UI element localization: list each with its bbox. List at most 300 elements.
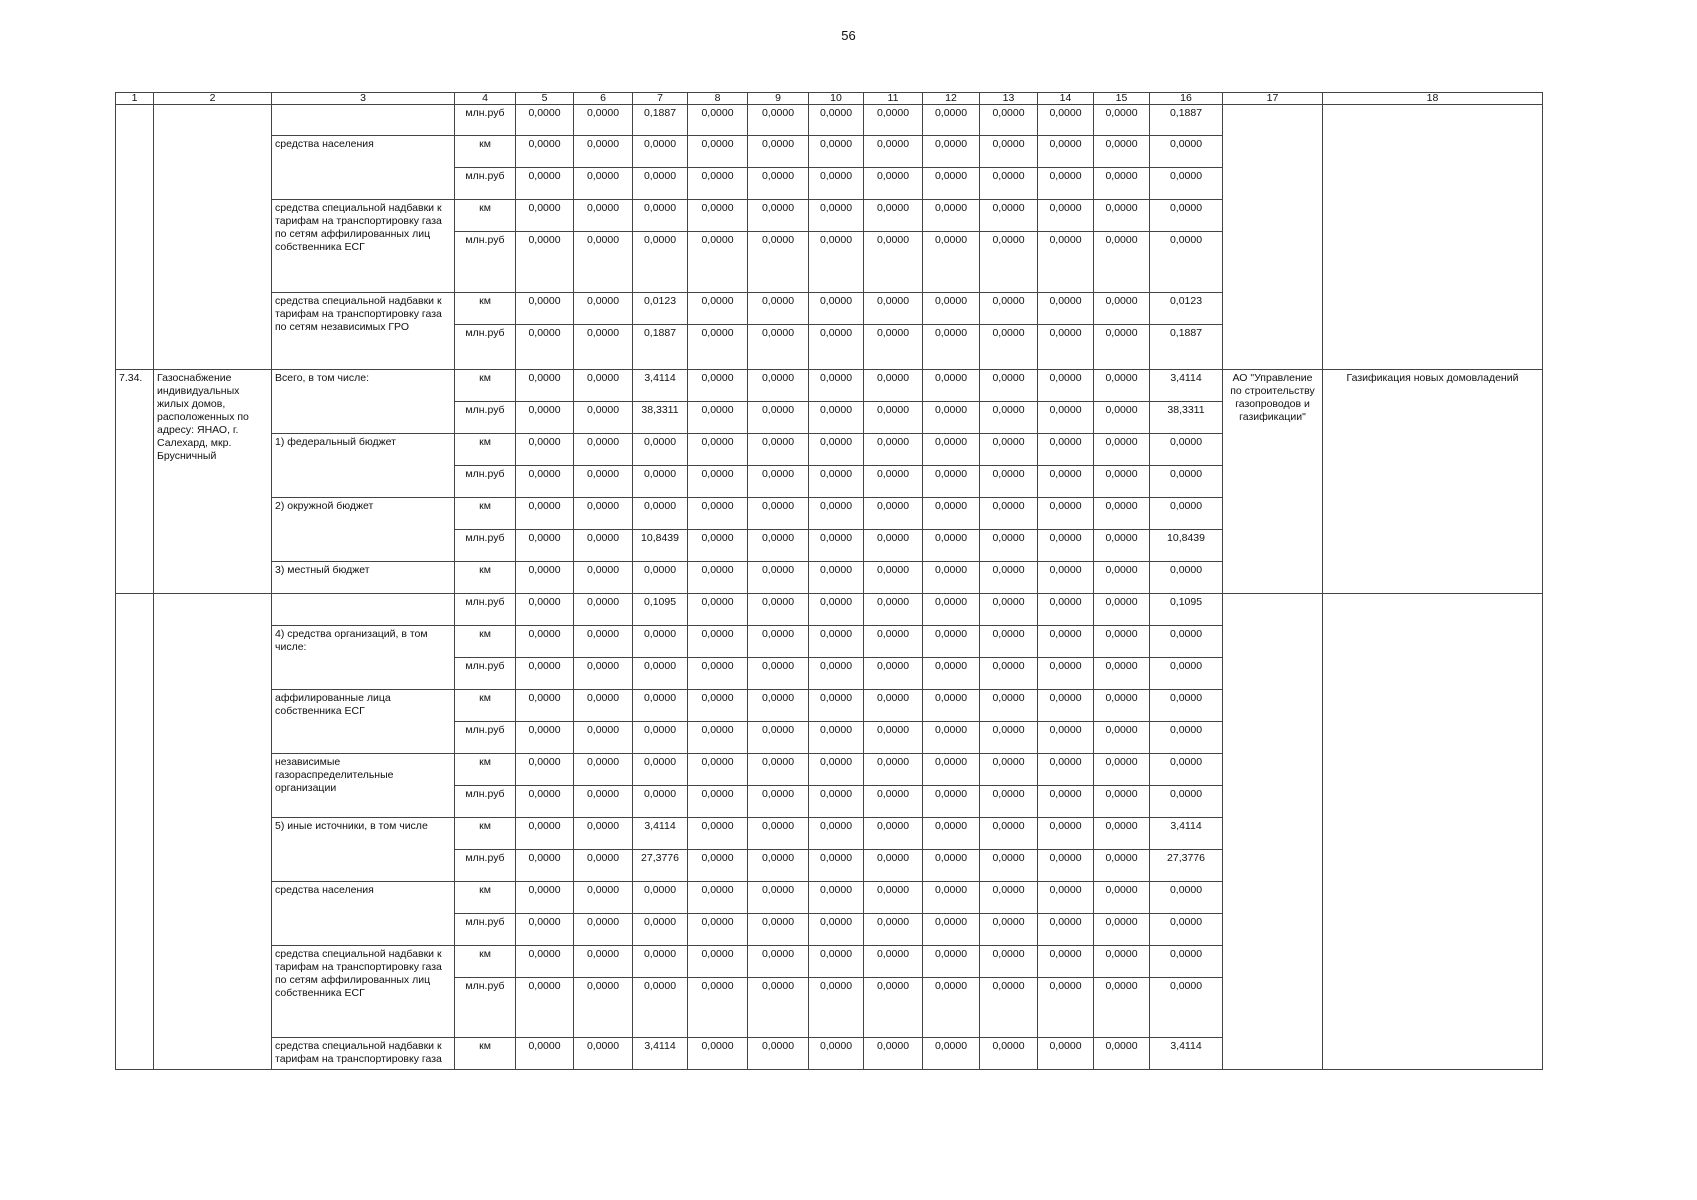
value-cell: 0,0000: [516, 594, 574, 626]
value-cell: 0,0000: [1094, 105, 1150, 136]
value-cell: 0,0000: [688, 594, 748, 626]
funding-source-cell: аффилированные лица собственника ЕСГ: [272, 690, 455, 754]
value-cell: 0,0000: [688, 200, 748, 232]
value-cell: 0,0000: [516, 658, 574, 690]
table-row: [116, 594, 1543, 626]
value-cell: 0,0000: [516, 882, 574, 914]
unit-cell: млн.руб: [455, 105, 516, 136]
value-cell: 0,0000: [633, 690, 688, 722]
value-cell: 0,0000: [574, 200, 633, 232]
value-cell: 0,0000: [688, 498, 748, 530]
value-cell: 0,0000: [688, 946, 748, 978]
item-number-cell: [116, 594, 154, 1070]
value-cell: 0,0000: [516, 200, 574, 232]
header-cell: 14: [1038, 93, 1094, 105]
value-cell: 0,0000: [864, 946, 923, 978]
funding-source-cell: средства специальной надбавки к тарифам на транспортировку газа: [272, 1038, 455, 1070]
value-cell: 0,0000: [809, 325, 864, 370]
object-name-cell: Газоснабжение индивидуальных жилых домов, расположенных по адресу: ЯНАО, г. Салехард, мкр. Брусничный: [154, 370, 272, 594]
funding-source-cell: средства населения: [272, 136, 455, 200]
value-cell: 0,0000: [980, 232, 1038, 293]
value-cell: 0,0000: [864, 402, 923, 434]
value-cell: 0,0000: [1094, 1038, 1150, 1070]
value-cell: 0,0000: [980, 466, 1038, 498]
value-cell: 0,0000: [923, 402, 980, 434]
value-cell: 0,0000: [864, 786, 923, 818]
value-cell: 0,0000: [1094, 402, 1150, 434]
value-cell: 0,0000: [1094, 200, 1150, 232]
value-cell: 0,0000: [688, 850, 748, 882]
value-cell: 0,0000: [516, 850, 574, 882]
value-cell: 0,0000: [748, 978, 809, 1038]
value-cell: 0,0000: [864, 562, 923, 594]
value-cell: 0,0000: [809, 498, 864, 530]
value-cell: 0,0000: [809, 370, 864, 402]
value-cell: 0,0000: [748, 232, 809, 293]
value-cell: 0,0000: [923, 325, 980, 370]
value-cell: 0,0000: [633, 498, 688, 530]
value-cell: 0,0000: [1038, 722, 1094, 754]
funding-source-cell: [272, 105, 455, 136]
value-cell: 0,0000: [688, 232, 748, 293]
value-cell: 0,0000: [688, 105, 748, 136]
value-cell: 0,0000: [633, 754, 688, 786]
value-cell: 0,0000: [1038, 168, 1094, 200]
value-cell: 0,0000: [688, 658, 748, 690]
value-cell: 0,0000: [1038, 293, 1094, 325]
value-cell: 0,0000: [748, 786, 809, 818]
value-cell: 0,0000: [516, 232, 574, 293]
value-cell: 0,0000: [923, 946, 980, 978]
value-cell: 0,0000: [980, 562, 1038, 594]
value-cell: 0,0000: [516, 722, 574, 754]
unit-cell: млн.руб: [455, 402, 516, 434]
value-cell: 0,0000: [574, 562, 633, 594]
value-cell: 0,0000: [748, 293, 809, 325]
value-cell: 0,0000: [923, 136, 980, 168]
funding-source-cell: Всего, в том числе:: [272, 370, 455, 434]
value-cell: 0,0000: [980, 722, 1038, 754]
value-cell: 0,0000: [980, 946, 1038, 978]
unit-cell: км: [455, 562, 516, 594]
unit-cell: км: [455, 370, 516, 402]
value-cell: 0,0000: [574, 882, 633, 914]
value-cell: 3,4114: [633, 818, 688, 850]
value-cell: 0,0000: [809, 434, 864, 466]
value-cell: 0,0000: [748, 562, 809, 594]
value-cell: 0,0000: [923, 232, 980, 293]
value-cell: 0,0000: [574, 168, 633, 200]
value-cell: 0,0000: [516, 1038, 574, 1070]
value-cell: 0,0000: [748, 626, 809, 658]
value-cell: 0,0000: [864, 754, 923, 786]
value-cell: 0,0000: [574, 466, 633, 498]
value-cell: 0,0000: [748, 850, 809, 882]
value-cell: 0,0000: [1094, 786, 1150, 818]
value-cell: 0,0000: [748, 946, 809, 978]
table-body: [116, 93, 1543, 1070]
value-cell: 0,0000: [923, 978, 980, 1038]
object-name-cell: [154, 594, 272, 1070]
value-cell: 0,0000: [574, 105, 633, 136]
unit-cell: км: [455, 293, 516, 325]
header-cell: 8: [688, 93, 748, 105]
value-cell: 0,0000: [1150, 786, 1223, 818]
value-cell: 0,0000: [864, 136, 923, 168]
item-number-cell: [116, 105, 154, 370]
value-cell: 0,0000: [748, 325, 809, 370]
value-cell: 0,0000: [864, 466, 923, 498]
value-cell: 0,0000: [1038, 136, 1094, 168]
header-cell: 7: [633, 93, 688, 105]
value-cell: 0,0000: [688, 882, 748, 914]
unit-cell: млн.руб: [455, 232, 516, 293]
value-cell: 0,0000: [923, 914, 980, 946]
value-cell: 0,1887: [1150, 105, 1223, 136]
value-cell: 0,0000: [688, 722, 748, 754]
value-cell: 0,0000: [980, 882, 1038, 914]
header-cell: 9: [748, 93, 809, 105]
executor-cell: [1223, 594, 1323, 1070]
value-cell: 0,0000: [980, 105, 1038, 136]
value-cell: 0,0000: [633, 914, 688, 946]
value-cell: 0,0000: [516, 914, 574, 946]
value-cell: 0,0000: [1094, 882, 1150, 914]
value-cell: 0,0000: [748, 370, 809, 402]
value-cell: 0,1095: [1150, 594, 1223, 626]
header-cell: 16: [1150, 93, 1223, 105]
value-cell: 0,0000: [1038, 594, 1094, 626]
value-cell: 0,0000: [1038, 105, 1094, 136]
value-cell: 0,0000: [1150, 978, 1223, 1038]
value-cell: 0,0000: [688, 626, 748, 658]
value-cell: 0,0000: [748, 136, 809, 168]
value-cell: 0,0000: [516, 168, 574, 200]
value-cell: 0,0000: [574, 978, 633, 1038]
value-cell: 0,0000: [809, 754, 864, 786]
value-cell: 0,0000: [516, 293, 574, 325]
value-cell: 0,0000: [688, 786, 748, 818]
value-cell: 0,0000: [1094, 818, 1150, 850]
unit-cell: млн.руб: [455, 594, 516, 626]
value-cell: 0,0000: [1038, 658, 1094, 690]
executor-cell: АО "Управление по строительству газопроводов и газификации": [1223, 370, 1323, 594]
value-cell: 0,0000: [809, 818, 864, 850]
value-cell: 0,0000: [1094, 594, 1150, 626]
value-cell: 0,0000: [574, 946, 633, 978]
unit-cell: км: [455, 946, 516, 978]
value-cell: 0,0000: [864, 1038, 923, 1070]
executor-cell: [1223, 105, 1323, 370]
value-cell: 0,0000: [864, 434, 923, 466]
unit-cell: км: [455, 200, 516, 232]
value-cell: 0,0000: [688, 136, 748, 168]
value-cell: 0,0000: [923, 530, 980, 562]
value-cell: 0,0000: [688, 466, 748, 498]
value-cell: 0,0000: [748, 658, 809, 690]
value-cell: 0,0000: [1094, 946, 1150, 978]
value-cell: 0,0000: [748, 402, 809, 434]
value-cell: 0,0000: [748, 914, 809, 946]
value-cell: 0,0000: [633, 626, 688, 658]
value-cell: 0,0000: [574, 818, 633, 850]
value-cell: 0,0000: [1038, 434, 1094, 466]
value-cell: 0,0000: [516, 786, 574, 818]
value-cell: 0,0000: [748, 722, 809, 754]
value-cell: 0,0000: [809, 882, 864, 914]
value-cell: 0,0000: [980, 914, 1038, 946]
value-cell: 0,0000: [980, 434, 1038, 466]
value-cell: 0,0000: [1094, 232, 1150, 293]
value-cell: 0,0000: [1094, 978, 1150, 1038]
value-cell: 0,0000: [809, 786, 864, 818]
value-cell: 0,0000: [809, 690, 864, 722]
value-cell: 0,0000: [1038, 466, 1094, 498]
value-cell: 0,0000: [1150, 562, 1223, 594]
value-cell: 0,0000: [574, 850, 633, 882]
value-cell: 0,0000: [748, 594, 809, 626]
value-cell: 0,0000: [864, 168, 923, 200]
value-cell: 0,0000: [516, 690, 574, 722]
value-cell: 0,0000: [1038, 562, 1094, 594]
value-cell: 0,0000: [574, 754, 633, 786]
value-cell: 0,0000: [574, 370, 633, 402]
value-cell: 0,1095: [633, 594, 688, 626]
value-cell: 3,4114: [1150, 818, 1223, 850]
value-cell: 0,0000: [574, 402, 633, 434]
value-cell: 0,0000: [923, 658, 980, 690]
value-cell: 0,0000: [516, 498, 574, 530]
value-cell: 0,0000: [1094, 530, 1150, 562]
value-cell: 0,1887: [633, 105, 688, 136]
value-cell: 0,0000: [633, 946, 688, 978]
value-cell: 0,0000: [980, 200, 1038, 232]
unit-cell: км: [455, 434, 516, 466]
value-cell: 0,0000: [809, 978, 864, 1038]
header-cell: 12: [923, 93, 980, 105]
unit-cell: км: [455, 498, 516, 530]
value-cell: 0,0000: [1094, 690, 1150, 722]
value-cell: 0,0000: [923, 293, 980, 325]
header-cell: 17: [1223, 93, 1323, 105]
value-cell: 0,0000: [1038, 754, 1094, 786]
unit-cell: км: [455, 690, 516, 722]
value-cell: 0,0000: [1150, 466, 1223, 498]
value-cell: 0,0000: [923, 626, 980, 658]
funding-source-cell: средства специальной надбавки к тарифам на транспортировку газа по сетям независимых ГРО: [272, 293, 455, 370]
value-cell: 0,0000: [516, 530, 574, 562]
value-cell: 0,0000: [864, 594, 923, 626]
value-cell: 0,0000: [688, 754, 748, 786]
value-cell: 0,0000: [980, 136, 1038, 168]
value-cell: 0,0000: [574, 690, 633, 722]
value-cell: 0,0000: [864, 850, 923, 882]
header-cell: 3: [272, 93, 455, 105]
value-cell: 0,0000: [748, 498, 809, 530]
value-cell: 0,0000: [1038, 1038, 1094, 1070]
value-cell: 0,0000: [748, 466, 809, 498]
value-cell: 0,0000: [1038, 882, 1094, 914]
value-cell: 0,0000: [574, 658, 633, 690]
value-cell: 0,0000: [923, 200, 980, 232]
value-cell: 0,0000: [1094, 325, 1150, 370]
value-cell: 0,0000: [1038, 850, 1094, 882]
unit-cell: млн.руб: [455, 325, 516, 370]
value-cell: 0,0000: [748, 754, 809, 786]
value-cell: 0,0000: [748, 168, 809, 200]
value-cell: 0,0000: [1094, 914, 1150, 946]
value-cell: 0,0000: [864, 325, 923, 370]
unit-cell: км: [455, 1038, 516, 1070]
purpose-cell: [1323, 594, 1543, 1070]
value-cell: 0,0000: [516, 818, 574, 850]
value-cell: 0,0000: [864, 232, 923, 293]
value-cell: 0,0000: [1094, 293, 1150, 325]
investment-table: [115, 92, 1543, 1070]
value-cell: 0,0000: [1038, 818, 1094, 850]
funding-source-cell: средства специальной надбавки к тарифам на транспортировку газа по сетям аффилированных лиц собственника ЕСГ: [272, 946, 455, 1038]
value-cell: 0,0000: [923, 498, 980, 530]
value-cell: 0,0000: [980, 690, 1038, 722]
funding-source-cell: средства населения: [272, 882, 455, 946]
value-cell: 0,0000: [633, 786, 688, 818]
header-cell: 6: [574, 93, 633, 105]
unit-cell: млн.руб: [455, 978, 516, 1038]
value-cell: 0,0000: [633, 658, 688, 690]
value-cell: 0,0000: [980, 168, 1038, 200]
value-cell: 0,0000: [1094, 562, 1150, 594]
funding-source-cell: независимые газораспределительные организации: [272, 754, 455, 818]
value-cell: 0,0000: [809, 466, 864, 498]
unit-cell: км: [455, 818, 516, 850]
value-cell: 0,0000: [923, 754, 980, 786]
value-cell: 0,0000: [516, 370, 574, 402]
object-name-cell: [154, 105, 272, 370]
value-cell: 0,0000: [1150, 754, 1223, 786]
value-cell: 38,3311: [633, 402, 688, 434]
unit-cell: млн.руб: [455, 914, 516, 946]
value-cell: 0,0000: [688, 293, 748, 325]
value-cell: 0,0000: [748, 105, 809, 136]
value-cell: 0,0000: [809, 850, 864, 882]
value-cell: 0,0000: [809, 946, 864, 978]
header-row: [116, 93, 1543, 105]
value-cell: 0,0000: [516, 946, 574, 978]
value-cell: 0,0000: [864, 105, 923, 136]
value-cell: 0,0000: [923, 786, 980, 818]
header-cell: 11: [864, 93, 923, 105]
value-cell: 0,0000: [688, 914, 748, 946]
value-cell: 0,0000: [864, 370, 923, 402]
header-cell: 13: [980, 93, 1038, 105]
unit-cell: км: [455, 626, 516, 658]
funding-source-cell: 3) местный бюджет: [272, 562, 455, 594]
value-cell: 0,0000: [1038, 498, 1094, 530]
value-cell: 0,0000: [688, 978, 748, 1038]
value-cell: 0,0000: [1150, 946, 1223, 978]
value-cell: 0,0000: [864, 293, 923, 325]
unit-cell: млн.руб: [455, 466, 516, 498]
value-cell: 0,0000: [633, 722, 688, 754]
value-cell: 10,8439: [633, 530, 688, 562]
value-cell: 0,0000: [688, 562, 748, 594]
value-cell: 0,0000: [1150, 136, 1223, 168]
header-cell: 4: [455, 93, 516, 105]
value-cell: 0,0000: [633, 882, 688, 914]
value-cell: 0,0000: [1094, 658, 1150, 690]
value-cell: 0,0000: [574, 232, 633, 293]
value-cell: 0,0000: [864, 882, 923, 914]
value-cell: 0,0000: [574, 786, 633, 818]
value-cell: 0,0000: [864, 690, 923, 722]
purpose-cell: [1323, 105, 1543, 370]
header-cell: 15: [1094, 93, 1150, 105]
value-cell: 0,0000: [574, 722, 633, 754]
value-cell: 0,1887: [633, 325, 688, 370]
value-cell: 0,0000: [574, 434, 633, 466]
value-cell: 0,0000: [980, 530, 1038, 562]
value-cell: 0,0000: [1038, 786, 1094, 818]
value-cell: 0,0000: [809, 402, 864, 434]
value-cell: 0,0000: [574, 530, 633, 562]
value-cell: 0,1887: [1150, 325, 1223, 370]
value-cell: 0,0000: [1150, 498, 1223, 530]
value-cell: 0,0000: [809, 105, 864, 136]
value-cell: 0,0000: [923, 1038, 980, 1070]
funding-source-cell: средства специальной надбавки к тарифам на транспортировку газа по сетям аффилированных лиц собственника ЕСГ: [272, 200, 455, 293]
value-cell: 0,0000: [809, 232, 864, 293]
value-cell: 0,0000: [923, 722, 980, 754]
value-cell: 0,0000: [1038, 200, 1094, 232]
value-cell: 0,0000: [1038, 232, 1094, 293]
value-cell: 0,0000: [1038, 978, 1094, 1038]
value-cell: 0,0000: [688, 818, 748, 850]
funding-source-cell: [272, 594, 455, 626]
value-cell: 0,0000: [980, 658, 1038, 690]
funding-source-cell: 5) иные источники, в том числе: [272, 818, 455, 882]
value-cell: 0,0000: [1094, 626, 1150, 658]
value-cell: 10,8439: [1150, 530, 1223, 562]
value-cell: 0,0000: [1038, 530, 1094, 562]
value-cell: 0,0000: [1038, 370, 1094, 402]
value-cell: 3,4114: [1150, 1038, 1223, 1070]
value-cell: 0,0000: [688, 370, 748, 402]
value-cell: 3,4114: [633, 370, 688, 402]
value-cell: 0,0000: [809, 1038, 864, 1070]
value-cell: 0,0000: [980, 978, 1038, 1038]
value-cell: 0,0000: [633, 466, 688, 498]
value-cell: 0,0000: [864, 658, 923, 690]
header-cell: 5: [516, 93, 574, 105]
value-cell: 0,0000: [923, 466, 980, 498]
value-cell: 0,0000: [864, 626, 923, 658]
unit-cell: млн.руб: [455, 530, 516, 562]
value-cell: 0,0000: [1038, 626, 1094, 658]
value-cell: 0,0000: [864, 722, 923, 754]
header-cell: 1: [116, 93, 154, 105]
value-cell: 0,0000: [516, 325, 574, 370]
value-cell: 0,0000: [1150, 658, 1223, 690]
value-cell: 0,0000: [516, 754, 574, 786]
value-cell: 0,0000: [1094, 370, 1150, 402]
value-cell: 38,3311: [1150, 402, 1223, 434]
value-cell: 0,0000: [980, 818, 1038, 850]
unit-cell: млн.руб: [455, 786, 516, 818]
value-cell: 0,0000: [980, 850, 1038, 882]
value-cell: 0,0000: [923, 370, 980, 402]
value-cell: 0,0000: [1038, 402, 1094, 434]
value-cell: 0,0000: [923, 850, 980, 882]
